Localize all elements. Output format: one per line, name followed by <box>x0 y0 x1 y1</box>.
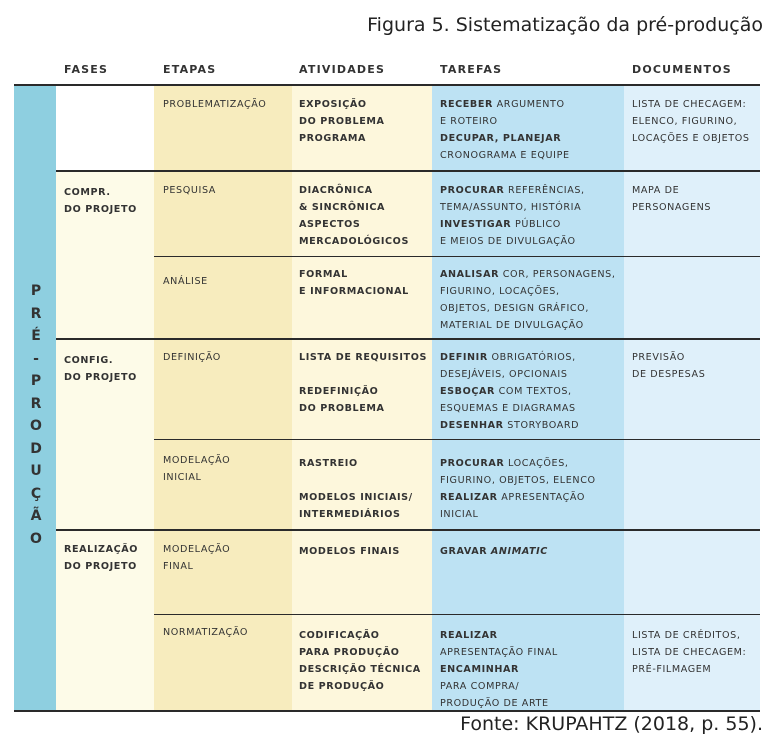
row3-etapa: ANÁLISE <box>163 276 208 287</box>
row2-tarefa: PROCURAR REFERÊNCIAS, TEMA/ASSUNTO, HISTÓRIA INVESTIGAR PÚBLICO E MEIOS DE DIVULGAÇÃO <box>440 185 585 247</box>
header-tarefas: TAREFAS <box>440 63 503 76</box>
row7-atividade: CODIFICAÇÃO PARA PRODUÇÃO DESCRIÇÃO TÉCNICA DE PRODUÇÃO <box>299 630 421 692</box>
fase-compr-do-projeto: COMPR. DO PROJETO <box>64 187 137 215</box>
row-rule-6 <box>154 614 760 615</box>
row-rule-2 <box>154 256 760 257</box>
row1-etapa: PROBLEMATIZAÇÃO <box>163 99 267 110</box>
fase-config-do-projeto: CONFIG. DO PROJETO <box>64 355 137 383</box>
phase-rule-1 <box>56 170 760 172</box>
figure-caption: Figura 5. Sistematização da pré-produção <box>367 14 763 36</box>
etapas-column-bg <box>154 86 292 711</box>
row4-documento: PREVISÃO DE DESPESAS <box>632 352 706 380</box>
row-rule-4 <box>154 439 760 440</box>
header-atividades: ATIVIDADES <box>299 63 386 76</box>
header-documentos: DOCUMENTOS <box>632 63 732 76</box>
header-fases: FASES <box>64 63 109 76</box>
row1-tarefa: RECEBER ARGUMENTO E ROTEIRO DECUPAR, PLANEJAR CRONOGRAMA E EQUIPE <box>440 99 570 161</box>
bottom-rule <box>14 710 760 712</box>
row2-documento: MAPA DE PERSONAGENS <box>632 185 712 213</box>
row1-atividade: EXPOSIÇÃO DO PROBLEMA PROGRAMA <box>299 99 385 144</box>
phase-rule-3 <box>56 529 760 531</box>
row6-tarefa: GRAVAR ANIMATIC <box>440 546 548 557</box>
row1-documento: LISTA DE CHECAGEM: ELENCO, FIGURINO, LOCAÇÕES E OBJETOS <box>632 99 750 144</box>
row5-etapa: MODELAÇÃO INICIAL <box>163 455 231 483</box>
row2-atividade: DIACRÔNICA & SINCRÔNICA ASPECTOS MERCADOLÓGICOS <box>299 185 409 247</box>
row3-atividade: FORMAL E INFORMACIONAL <box>299 269 409 297</box>
row7-documento: LISTA DE CRÉDITOS, LISTA DE CHECAGEM: PRÉ-FILMAGEM <box>632 630 747 675</box>
row3-tarefa: ANALISAR COR, PERSONAGENS, FIGURINO, LOCAÇÕES, OBJETOS, DESIGN GRÁFICO, MATERIAL DE DIVULGAÇÃO <box>440 269 616 331</box>
row4-atividade: LISTA DE REQUISITOS REDEFINIÇÃO DO PROBLEMA <box>299 352 427 414</box>
header-etapas: ETAPAS <box>163 63 217 76</box>
documentos-column-bg <box>624 86 760 711</box>
row4-etapa: DEFINIÇÃO <box>163 352 221 363</box>
row5-tarefa: PROCURAR LOCAÇÕES, FIGURINO, OBJETOS, ELENCO REALIZAR APRESENTAÇÃO INICIAL <box>440 458 596 520</box>
row1-fases-blank <box>56 86 154 170</box>
row6-etapa: MODELAÇÃO FINAL <box>163 544 231 572</box>
row2-etapa: PESQUISA <box>163 185 216 196</box>
figure-source: Fonte: KRUPAHTZ (2018, p. 55). <box>460 713 763 735</box>
top-rule <box>14 84 760 86</box>
phase-rule-2 <box>56 338 760 340</box>
row5-atividade: RASTREIO MODELOS INICIAIS/ INTERMEDIÁRIOS <box>299 458 413 520</box>
row7-etapa: NORMATIZAÇÃO <box>163 627 248 638</box>
pre-producao-label: P R É - P R O D U Ç Ã O <box>30 283 42 547</box>
fases-column-bg <box>56 86 154 711</box>
row4-tarefa: DEFINIR OBRIGATÓRIOS, DESEJÁVEIS, OPCIONAIS ESBOÇAR COM TEXTOS, ESQUEMAS E DIAGRAMAS DESENHAR STORYBOARD <box>440 352 580 431</box>
row7-tarefa: REALIZAR APRESENTAÇÃO FINAL ENCAMINHAR PARA COMPRA/ PRODUÇÃO DE ARTE <box>440 630 558 709</box>
row6-atividade: MODELOS FINAIS <box>299 546 400 557</box>
fase-realizacao-do-projeto: REALIZAÇÃO DO PROJETO <box>64 544 139 572</box>
